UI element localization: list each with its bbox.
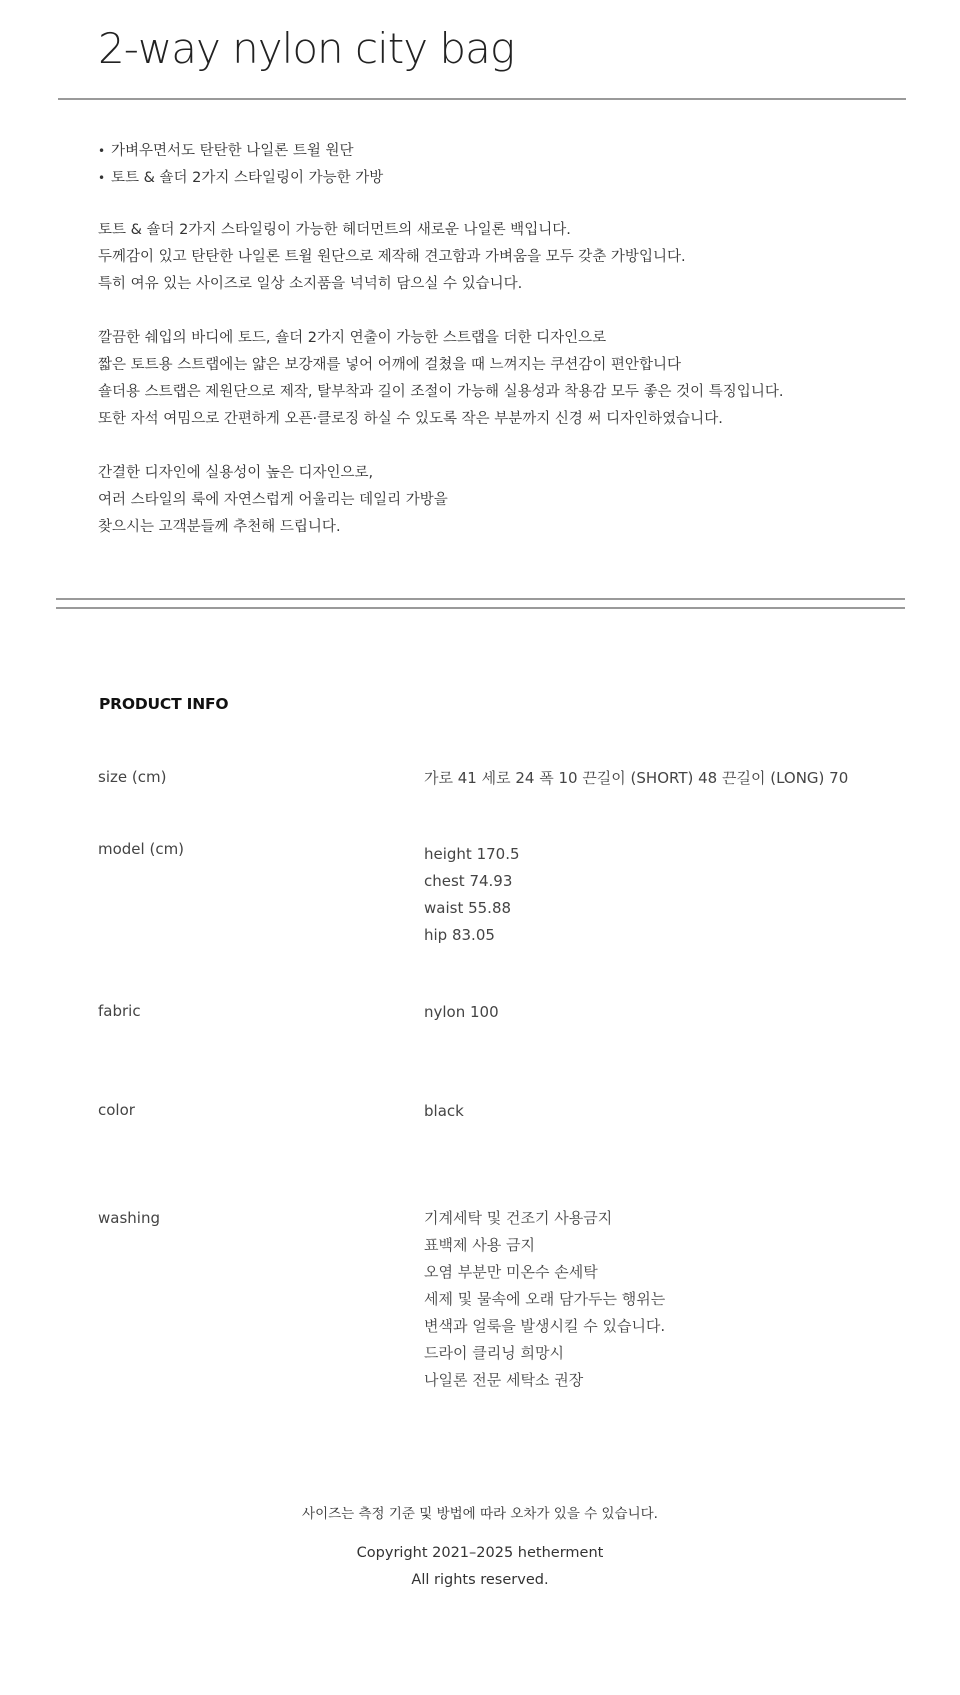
info-value-line: black: [424, 1102, 464, 1120]
description-paragraph: [98, 460, 448, 541]
copyright-text: Copyright 2021–2025 hetherment: [356, 1545, 604, 1561]
bullet-dot: •: [98, 144, 106, 158]
info-value-line: waist 55.88: [424, 899, 512, 917]
info-value-line: 나일론 전문 세탁소 권장: [424, 1371, 584, 1389]
description-paragraph: [98, 217, 686, 298]
info-label-fabric: fabric: [98, 1002, 141, 1020]
highlight-text: 가벼우면서도 탄탄한 나일론 트윌 원단: [111, 143, 354, 159]
info-value-line: 가로 41 세로 24 폭 10 끈길이 (SHORT) 48 끈길이 (LONG) 70: [424, 769, 849, 787]
highlight-text: 토트 & 숄더 2가지 스타일링이 가능한 가방: [111, 170, 384, 186]
description-line: 깔끔한 쉐입의 바디에 토드, 숄더 2가지 연출이 가능한 스트랩을 더한 디자인으로: [98, 330, 607, 346]
description-line: 간결한 디자인에 실용성이 높은 디자인으로,: [98, 465, 374, 481]
info-label-color: color: [98, 1101, 135, 1119]
info-label-size: size (cm): [98, 768, 167, 786]
section-divider: [56, 607, 905, 609]
copyright-block: [0, 1540, 960, 1594]
highlight-item: [98, 138, 383, 165]
description-line: 숄더용 스트랩은 제원단으로 제작, 탈부착과 길이 조절이 가능해 실용성과 착용감 모두 좋은 것이 특징입니다.: [98, 384, 784, 400]
info-value-line: 드라이 클리닝 희망시: [424, 1344, 564, 1362]
description-line: 특히 여유 있는 사이즈로 일상 소지품을 넉넉히 담으실 수 있습니다.: [98, 276, 523, 292]
product-title: 2-way nylon city bag: [98, 24, 515, 73]
size-disclaimer: 사이즈는 측정 기준 및 방법에 따라 오차가 있을 수 있습니다.: [302, 1506, 658, 1522]
info-value-size: [424, 765, 848, 792]
info-value-line: nylon 100: [424, 1003, 499, 1021]
rights-text: All rights reserved.: [411, 1572, 549, 1588]
description-line: 여러 스타일의 룩에 자연스럽게 어울리는 데일리 가방을: [98, 492, 448, 508]
info-value-line: 기계세탁 및 건조기 사용금지: [424, 1209, 613, 1227]
info-value-color: [424, 1098, 464, 1125]
info-value-line: chest 74.93: [424, 872, 513, 890]
info-value-model: [424, 841, 520, 949]
highlight-list: [98, 138, 383, 192]
info-value-fabric: [424, 999, 499, 1026]
info-value-washing: [424, 1205, 665, 1394]
description-line: 짧은 토트용 스트랩에는 얇은 보강재를 넣어 어깨에 걸쳤을 때 느껴지는 쿠션감이 편안합니다: [98, 357, 681, 373]
description-line: 또한 자석 여밈으로 간편하게 오픈·클로징 하실 수 있도록 작은 부분까지 신경 써 디자인하였습니다.: [98, 411, 723, 427]
info-value-line: hip 83.05: [424, 926, 495, 944]
info-value-line: 오염 부분만 미온수 손세탁: [424, 1263, 598, 1281]
section-divider: [56, 598, 905, 600]
title-divider: [58, 98, 906, 100]
highlight-item: [98, 165, 383, 192]
bullet-dot: •: [98, 171, 106, 185]
info-value-line: 변색과 얼룩을 발생시킬 수 있습니다.: [424, 1317, 666, 1335]
info-value-line: height 170.5: [424, 845, 520, 863]
info-value-line: 세제 및 물속에 오래 담가두는 행위는: [424, 1290, 666, 1308]
product-info-heading: PRODUCT INFO: [99, 695, 229, 713]
description-line: 토트 & 숄더 2가지 스타일링이 가능한 헤더먼트의 새로운 나일론 백입니다.: [98, 222, 571, 238]
description-paragraph: [98, 325, 783, 433]
description-line: 찾으시는 고객분들께 추천해 드립니다.: [98, 519, 341, 535]
description-line: 두께감이 있고 탄탄한 나일론 트윌 원단으로 제작해 견고함과 가벼움을 모두 갖춘 가방입니다.: [98, 249, 686, 265]
info-label-washing: washing: [98, 1209, 160, 1227]
info-value-line: 표백제 사용 금지: [424, 1236, 535, 1254]
info-label-model: model (cm): [98, 840, 185, 858]
